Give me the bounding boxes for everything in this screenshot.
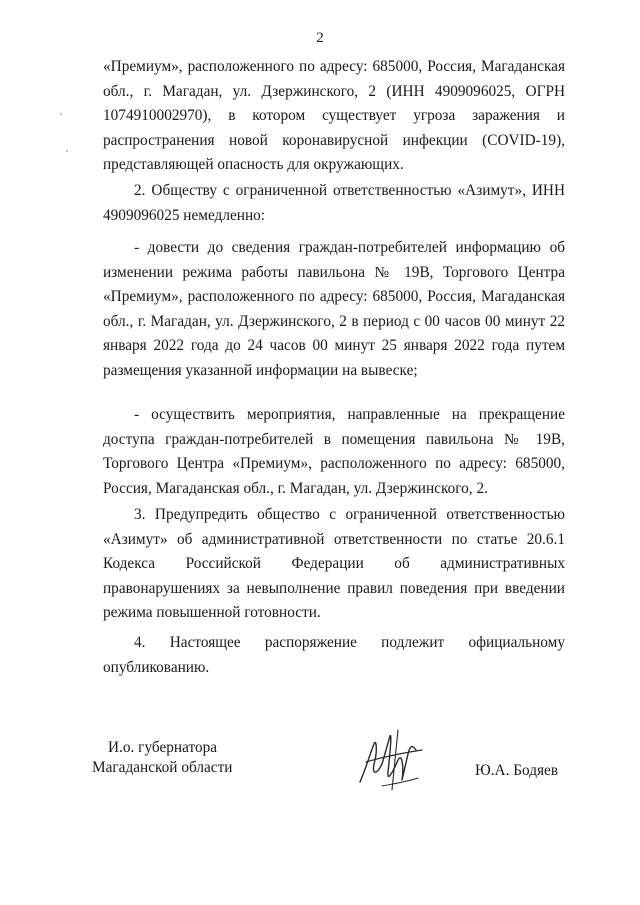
paragraph-item-4: 4. Настоящее распоряжение подлежит официальному опубликованию.: [103, 634, 565, 676]
page-number: 2: [316, 30, 324, 46]
signatory-position-line2: Магаданской области: [92, 759, 233, 776]
signatory-name: Ю.А. Бодяев: [475, 762, 559, 779]
signatory-position-line1: И.о. губернатора: [108, 739, 218, 756]
paragraph-subitem-inform: - довести до сведения граждан-потребителей информацию об изменении режима работы павильона № 19В, Торгового Центра «Премиум», расположенного по адресу: 685000, Россия, Магаданская обл., г. Магадан, ул. Дзержинского, 2 в период с 00 часов 00 минут 22 января 2022 года до 24 часов 00 минут 25 января 2022 года путем размещения указанной информации на вывеске;: [103, 239, 565, 379]
scan-artifact: [66, 150, 68, 152]
handwritten-signature: [352, 724, 432, 794]
paragraph-item-3: 3. Предупредить общество с ограниченной ответственностью «Азимут» об административной ответственности по статье 20.6.1 Кодекса Российской Федерации об административных правонарушениях за невыполнение правил поведения при введении режима повышенной готовности.: [103, 506, 565, 622]
scan-artifact: [60, 113, 62, 115]
signatory-position: [92, 738, 232, 778]
paragraph-subitem-restrict: - осуществить мероприятия, направленные на прекращение доступа граждан-потребителей в помещения павильона № 19В, Торгового Центра «Премиум», расположенного по адресу: 685000, Россия, Магаданская обл., г. Магадан, ул. Дзержинского, 2.: [103, 406, 565, 497]
paragraph-item-2: 2. Обществу с ограниченной ответственностью «Азимут», ИНН 4909096025 немедленно:: [103, 182, 565, 224]
paragraph-continuation: «Премиум», расположенного по адресу: 685000, Россия, Магаданская обл., г. Магадан, ул. Дзержинского, 2 (ИНН 4909096025, ОГРН 1074910002970), в котором существует угроза заражения и распространения новой коронавирусной инфекции (COVID-19), представляющей опасность для окружающих.: [103, 58, 565, 174]
